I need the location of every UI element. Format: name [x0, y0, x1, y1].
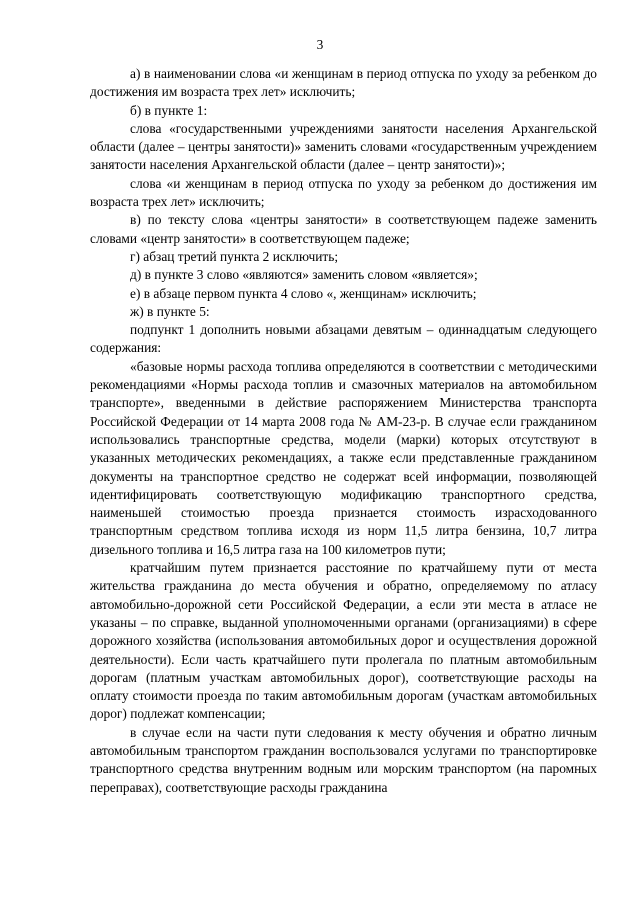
paragraph-amendment-g: г) абзац третий пункта 2 исключить; — [130, 248, 339, 264]
document-body — [90, 65, 597, 797]
paragraph-amendment-v: в) по тексту слова «центры занятости» в соответствующем падеже заменить словами «центр занятости» в соответствующем падеже; — [90, 212, 597, 246]
paragraph-amendment-d: д) в пункте 3 слово «являются» заменить словом «является»; — [130, 267, 478, 283]
paragraph-amendment-e: е) в абзаце первом пункта 4 слово «, женщинам» исключить; — [130, 285, 477, 301]
paragraph-ferry-expenses: в случае если на части пути следования к месту обучения и обратно личным автомобильным транспортом гражданин воспользовался услугами по транспортировке транспортного средства внутренним водным или морским транспортом (на паромных переправах), соответствующие расходы гражданина — [90, 724, 597, 795]
paragraph-fuel-norms: «базовые нормы расхода топлива определяются в соответствии с методическими рекомендациями «Нормы расхода топлив и смазочных материалов на автомобильном транспорте», введенными в действие распоряжением Министерства транспорта Российской Федерации от 14 марта 2008 года № АМ-23-р. В случае если гражданином использовались транспортные средства, модели (марки) которых отсутствуют в указанных методических рекомендациях, а также если представленные гражданином документы на транспортное средство не содержат всей информации, позволяющей идентифицировать соответствующую модификацию транспортного средства, наименьшей стоимостью проезда признается стоимость израсходованного транспортным средством топлива исходя из норм 11,5 литра бензина, 10,7 литра дизельного топлива и 16,5 литра газа на 100 километров пути; — [90, 358, 597, 557]
page-number: 3 — [316, 37, 324, 52]
paragraph-amendment-a: а) в наименовании слова «и женщинам в период отпуска по уходу за ребенком до достижения им возраста трех лет» исключить; — [90, 66, 597, 100]
paragraph-replace-centers: слова «государственными учреждениями занятости населения Архангельской области (далее – центры занятости)» заменить словами «государственным учреждением занятости населения Архангельской области (далее – центр занятости)»; — [90, 120, 597, 173]
paragraph-exclude-women: слова «и женщинам в период отпуска по уходу за ребенком до достижения им возраста трех лет» исключить; — [90, 175, 597, 210]
paragraph-subclause-1: подпункт 1 дополнить новыми абзацами девятым – одиннадцатым следующего содержания: — [90, 322, 597, 356]
paragraph-shortest-path: кратчайшим путем признается расстояние по кратчайшему пути от места жительства гражданина до места обучения и обратно, определяемому по атласу автомобильно-дорожной сети Российской Федерации, а если эти места в атласе не указаны – по справке, выданной уполномоченными органами (организациями) в сфере дорожного хозяйства (использования автомобильных дорог и осуществления дорожной деятельности). Если часть кратчайшего пути пролегала по платным автомобильным дорогам (платным участкам автомобильных дорог), соответствующие расходы на оплату стоимости проезда по таким автомобильным дорогам (участкам автомобильных дорог) подлежат компенсации; — [90, 560, 597, 722]
paragraph-amendment-zh: ж) в пункте 5: — [130, 303, 210, 319]
paragraph-amendment-b: б) в пункте 1: — [130, 102, 208, 118]
